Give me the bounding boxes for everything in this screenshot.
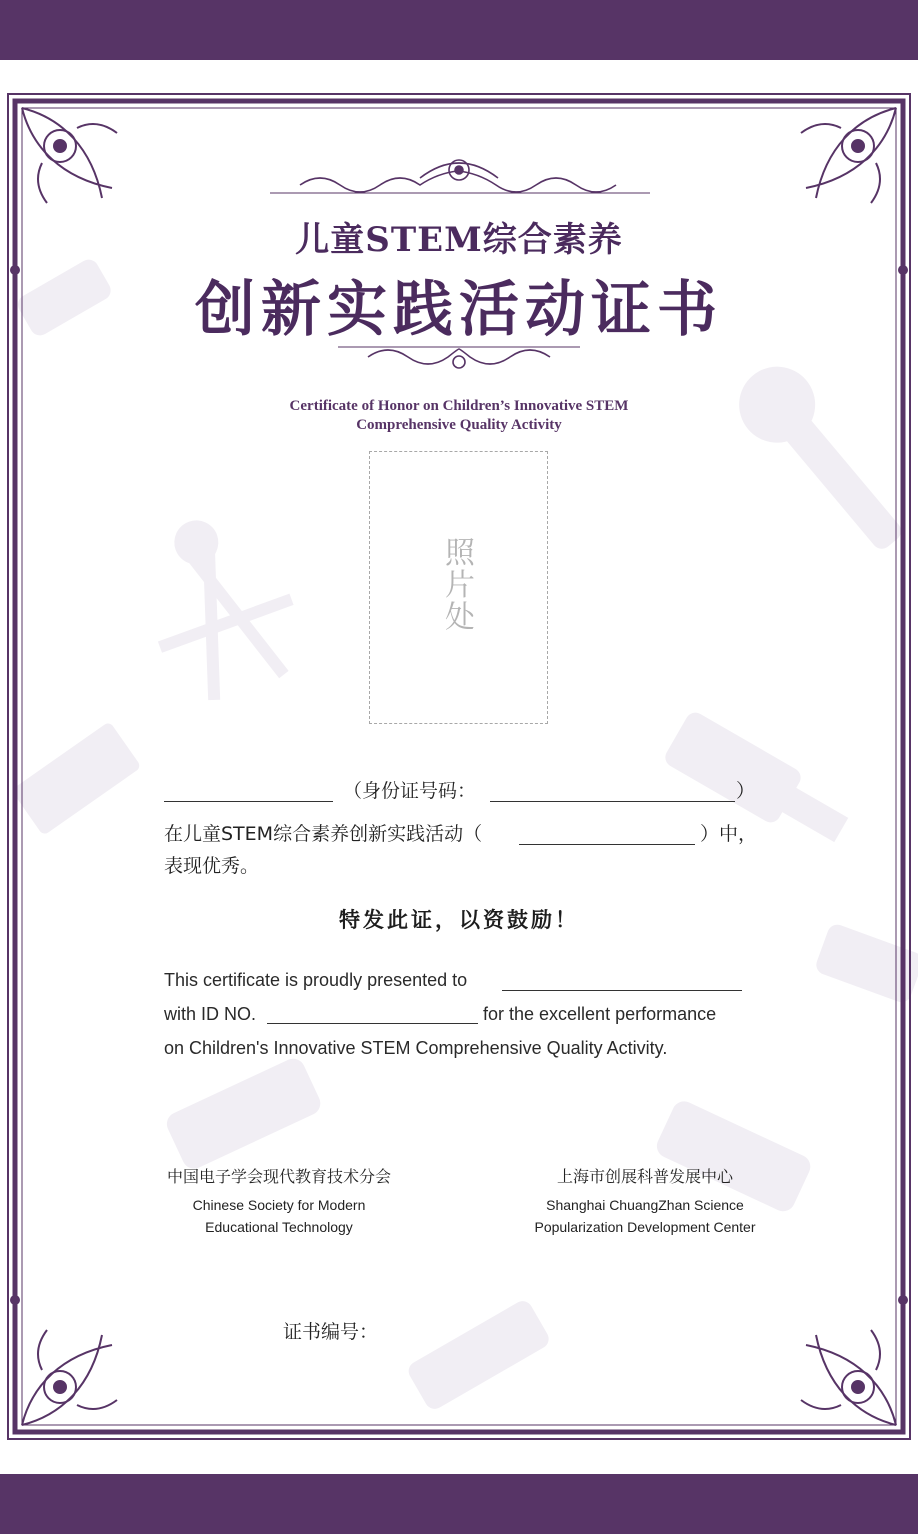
activity-close: ）中， — [700, 823, 758, 845]
english-line-2a: with ID NO. — [164, 1004, 257, 1024]
english-line-1: This certificate is proudly presented to — [164, 970, 468, 990]
id-open-paren: （ — [343, 780, 363, 802]
english-id-blank[interactable] — [267, 1023, 478, 1024]
english-title-line-2: Comprehensive Quality Activity — [356, 417, 562, 433]
english-title-line-1: Certificate of Honor on Children’s Innovative STEM — [289, 398, 629, 414]
organization-left-cn: 中国电子学会现代教育技术分会 — [166, 1167, 391, 1186]
certificate-number-label: 证书编号： — [283, 1321, 379, 1343]
organization-left-en-1: Chinese Society for Modern — [192, 1197, 366, 1213]
name-blank[interactable] — [164, 801, 333, 802]
activity-blank[interactable] — [519, 844, 695, 845]
english-line-2b: for the excellent performance — [483, 1004, 717, 1024]
organization-right-en-2: Popularization Development Center — [534, 1219, 756, 1235]
activity-text: 在儿童STEM综合素养创新实践活动（ — [164, 823, 483, 845]
photo-label: 照片处 — [445, 536, 475, 635]
id-number-blank[interactable] — [490, 801, 735, 802]
title-line-1: 儿童STEM综合素养 — [295, 220, 623, 260]
id-close-paren: ） — [736, 780, 756, 802]
id-label: 身份证号码： — [362, 780, 477, 802]
performance-text: 表现优秀。 — [164, 855, 260, 877]
organization-right-cn: 上海市创展科普发展中心 — [556, 1167, 733, 1186]
slogan: 特发此证，以资鼓励！ — [339, 908, 579, 932]
organization-right-en-1: Shanghai ChuangZhan Science — [546, 1197, 744, 1213]
english-line-3: on Children's Innovative STEM Comprehensive Quality Activity. — [164, 1038, 668, 1058]
english-name-blank[interactable] — [502, 990, 742, 991]
organization-left — [134, 1166, 424, 1238]
title-line-2: 创新实践活动证书 — [195, 275, 723, 345]
organization-right — [500, 1166, 790, 1238]
organization-left-en-2: Educational Technology — [205, 1219, 353, 1235]
